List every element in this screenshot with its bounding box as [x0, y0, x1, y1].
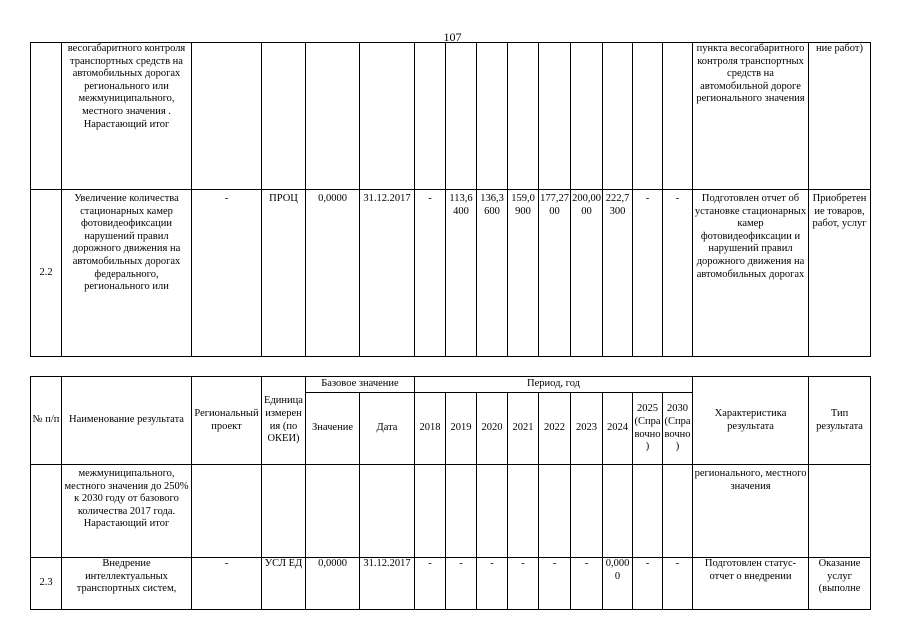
- cell-year-2019: [446, 43, 477, 190]
- cell-base-value: 0,0000: [306, 190, 360, 357]
- page-number: 107: [443, 30, 462, 44]
- cell-num: 2.2: [31, 190, 62, 357]
- cell-year-2030: -: [663, 558, 693, 610]
- table-header-row: [31, 377, 871, 393]
- cell-year-2023: -: [571, 558, 603, 610]
- cell-name: весогабаритного контроля транспортных средств на автомобильных дорогах регионального или межмуниципального, местного значения . Нарастающий итог: [62, 43, 192, 190]
- cell-project: [192, 43, 262, 190]
- cell-year-2021: [508, 43, 539, 190]
- results-table: [30, 376, 871, 610]
- header-name: Наименование результата: [62, 377, 192, 465]
- cell-year-2024: [603, 465, 633, 558]
- cell-year-2021: [508, 465, 539, 558]
- header-num: № п/п: [31, 377, 62, 465]
- header-year-2025: 2025 (Справочно): [633, 393, 663, 465]
- cell-num: [31, 43, 62, 190]
- cell-name: межмуниципального, местного значения до 250% к 2030 году от базового количества 2017 года. Нарастающий итог: [62, 465, 192, 558]
- cell-unit: [262, 43, 306, 190]
- cell-year-2030: [663, 43, 693, 190]
- cell-year-2019: -: [446, 558, 477, 610]
- cell-year-2025: -: [633, 190, 663, 357]
- header-year-2023: 2023: [571, 393, 603, 465]
- header-period-group: Период, год: [415, 377, 693, 393]
- cell-year-2022: [539, 465, 571, 558]
- cell-num: 2.3: [31, 558, 62, 610]
- cell-project: -: [192, 558, 262, 610]
- cell-year-2030: -: [663, 190, 693, 357]
- cell-year-2020: 136,3600: [477, 190, 508, 357]
- cell-year-2025: [633, 465, 663, 558]
- table-row: [31, 465, 871, 558]
- header-characteristic: Характеристика результата: [693, 377, 809, 465]
- cell-year-2023: [571, 43, 603, 190]
- table-row: [31, 558, 871, 610]
- cell-year-2020: [477, 43, 508, 190]
- cell-year-2024: 0,0000: [603, 558, 633, 610]
- header-year-2022: 2022: [539, 393, 571, 465]
- header-year-2018: 2018: [415, 393, 446, 465]
- cell-base-date: [360, 43, 415, 190]
- cell-year-2025: [633, 43, 663, 190]
- cell-type: Приобретение товаров, работ, услуг: [809, 190, 871, 357]
- cell-year-2025: -: [633, 558, 663, 610]
- cell-base-value: [306, 43, 360, 190]
- cell-base-date: 31.12.2017: [360, 558, 415, 610]
- cell-base-value: [306, 465, 360, 558]
- cell-name: Внедрение интеллектуальных транспортных систем,: [62, 558, 192, 610]
- header-year-2024: 2024: [603, 393, 633, 465]
- cell-year-2022: 177,2700: [539, 190, 571, 357]
- cell-unit: УСЛ ЕД: [262, 558, 306, 610]
- cell-year-2018: -: [415, 558, 446, 610]
- cell-characteristic: пункта весогабаритного контроля транспортных средств на автомобильной дороге регионального значения: [693, 43, 809, 190]
- header-type: Тип результата: [809, 377, 871, 465]
- table-row: [31, 43, 871, 190]
- cell-characteristic: регионального, местного значения: [693, 465, 809, 558]
- results-table-continued: [30, 42, 871, 357]
- header-date: Дата: [360, 393, 415, 465]
- cell-num: [31, 465, 62, 558]
- cell-unit: ПРОЦ: [262, 190, 306, 357]
- cell-type: [809, 465, 871, 558]
- cell-base-value: 0,0000: [306, 558, 360, 610]
- header-year-2019: 2019: [446, 393, 477, 465]
- cell-characteristic: Подготовлен отчет об установке стационарных камер фотовидеофиксации и нарушений правил дорожного движения на автомобильных дорогах: [693, 190, 809, 357]
- header-year-2021: 2021: [508, 393, 539, 465]
- cell-name: Увеличение количества стационарных камер фотовидеофиксации нарушений правил дорожного движения на автомобильных дорогах федерального, регионального или: [62, 190, 192, 357]
- header-base-value-group: Базовое значение: [306, 377, 415, 393]
- cell-unit: [262, 465, 306, 558]
- cell-type: Оказание услуг (выполне: [809, 558, 871, 610]
- cell-year-2018: [415, 43, 446, 190]
- cell-base-date: [360, 465, 415, 558]
- cell-year-2024: [603, 43, 633, 190]
- cell-year-2021: 159,0900: [508, 190, 539, 357]
- cell-year-2020: [477, 465, 508, 558]
- cell-base-date: 31.12.2017: [360, 190, 415, 357]
- header-year-2030: 2030 (Справочно): [663, 393, 693, 465]
- cell-year-2023: [571, 465, 603, 558]
- cell-year-2021: -: [508, 558, 539, 610]
- header-year-2020: 2020: [477, 393, 508, 465]
- cell-year-2022: -: [539, 558, 571, 610]
- cell-year-2019: 113,6400: [446, 190, 477, 357]
- cell-project: [192, 465, 262, 558]
- cell-year-2023: 200,0000: [571, 190, 603, 357]
- cell-year-2020: -: [477, 558, 508, 610]
- cell-characteristic: Подготовлен статус-отчет о внедрении: [693, 558, 809, 610]
- cell-year-2019: [446, 465, 477, 558]
- header-unit: Единица измерения (по ОКЕИ): [262, 377, 306, 465]
- header-regional-project: Региональный проект: [192, 377, 262, 465]
- cell-project: -: [192, 190, 262, 357]
- cell-year-2018: -: [415, 190, 446, 357]
- table-row: [31, 190, 871, 357]
- cell-year-2018: [415, 465, 446, 558]
- cell-year-2022: [539, 43, 571, 190]
- cell-type: ние работ): [809, 43, 871, 190]
- cell-year-2024: 222,7300: [603, 190, 633, 357]
- header-value: Значение: [306, 393, 360, 465]
- cell-year-2030: [663, 465, 693, 558]
